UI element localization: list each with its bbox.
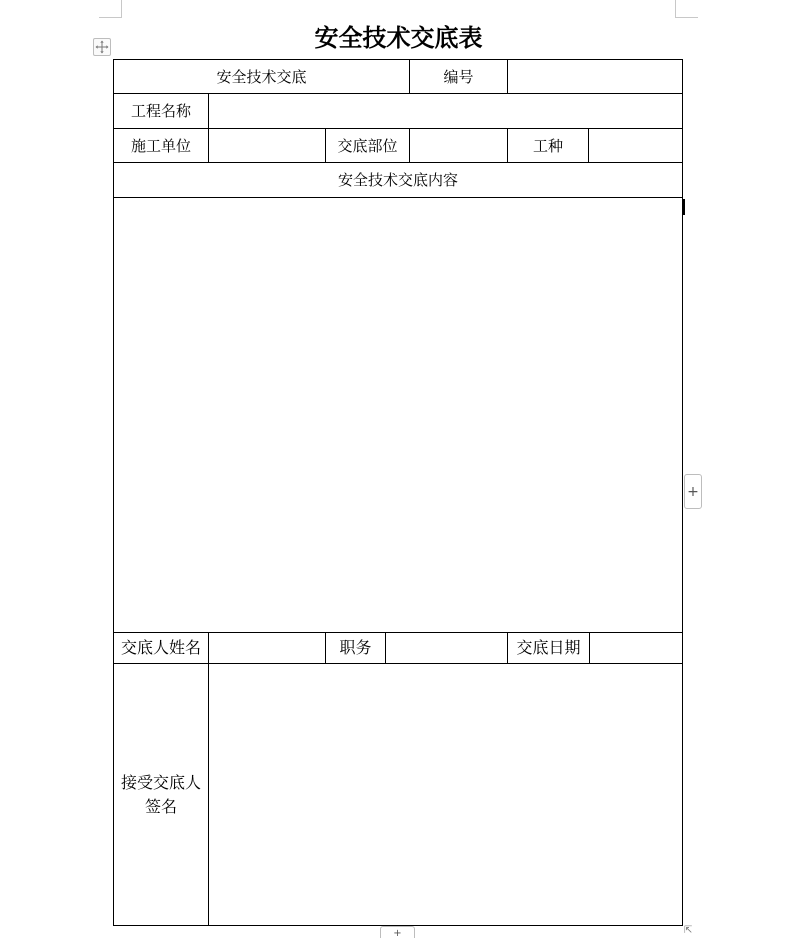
move-arrows-icon <box>94 39 110 55</box>
disclosure-part-field[interactable] <box>409 128 508 163</box>
project-name-field[interactable] <box>208 93 683 129</box>
cell-label-date <box>507 632 590 664</box>
position-field[interactable] <box>385 632 508 664</box>
label-disclosure-part: 交底部位 <box>337 136 398 155</box>
construction-unit-field[interactable] <box>208 128 326 163</box>
discloser-name-field[interactable] <box>208 632 326 664</box>
label-project-name: 工程名称 <box>130 102 191 120</box>
label-construction-unit: 施工单位 <box>130 136 191 155</box>
label-number: 编号 <box>443 67 474 86</box>
cell-label-discloser <box>113 632 209 664</box>
table-resize-handle[interactable] <box>684 926 696 936</box>
page-corner-mark-left <box>99 0 122 18</box>
cell-label-main <box>113 59 410 94</box>
disclosure-date-field[interactable] <box>589 632 683 664</box>
cell-label-content <box>113 162 683 198</box>
safety-disclosure-table <box>113 59 683 926</box>
text-cursor-mark <box>683 199 685 215</box>
label-disclosure-date: 交底日期 <box>516 638 581 657</box>
label-disclosure-content: 安全技术交底内容 <box>337 171 458 189</box>
cell-label-receiver <box>113 663 209 926</box>
resize-corner-icon: ⇱ <box>684 925 693 936</box>
label-position: 职务 <box>339 638 372 657</box>
label-trade: 工种 <box>532 136 563 155</box>
cell-label-number <box>409 59 508 94</box>
document-title: 安全技术交底表 <box>314 23 483 52</box>
page-corner-mark-right <box>675 0 698 18</box>
cell-label-project <box>113 93 209 129</box>
label-discloser-name: 交底人姓名 <box>120 638 201 657</box>
receiver-signature-field[interactable] <box>208 663 683 926</box>
cell-label-position <box>325 632 386 664</box>
cell-label-trade <box>507 128 589 163</box>
disclosure-content-area[interactable] <box>113 197 683 633</box>
add-row-button[interactable] <box>380 926 415 938</box>
plus-icon: + <box>393 928 402 938</box>
add-column-button[interactable] <box>684 474 702 509</box>
trade-field[interactable] <box>588 128 683 163</box>
cell-label-unit <box>113 128 209 163</box>
number-field[interactable] <box>507 59 683 94</box>
table-move-handle[interactable] <box>93 38 111 56</box>
plus-icon: + <box>687 483 699 500</box>
cell-label-part <box>325 128 410 163</box>
label-receiver-signature: 接受交底人签名 <box>120 772 201 816</box>
label-main: 安全技术交底 <box>216 67 307 86</box>
